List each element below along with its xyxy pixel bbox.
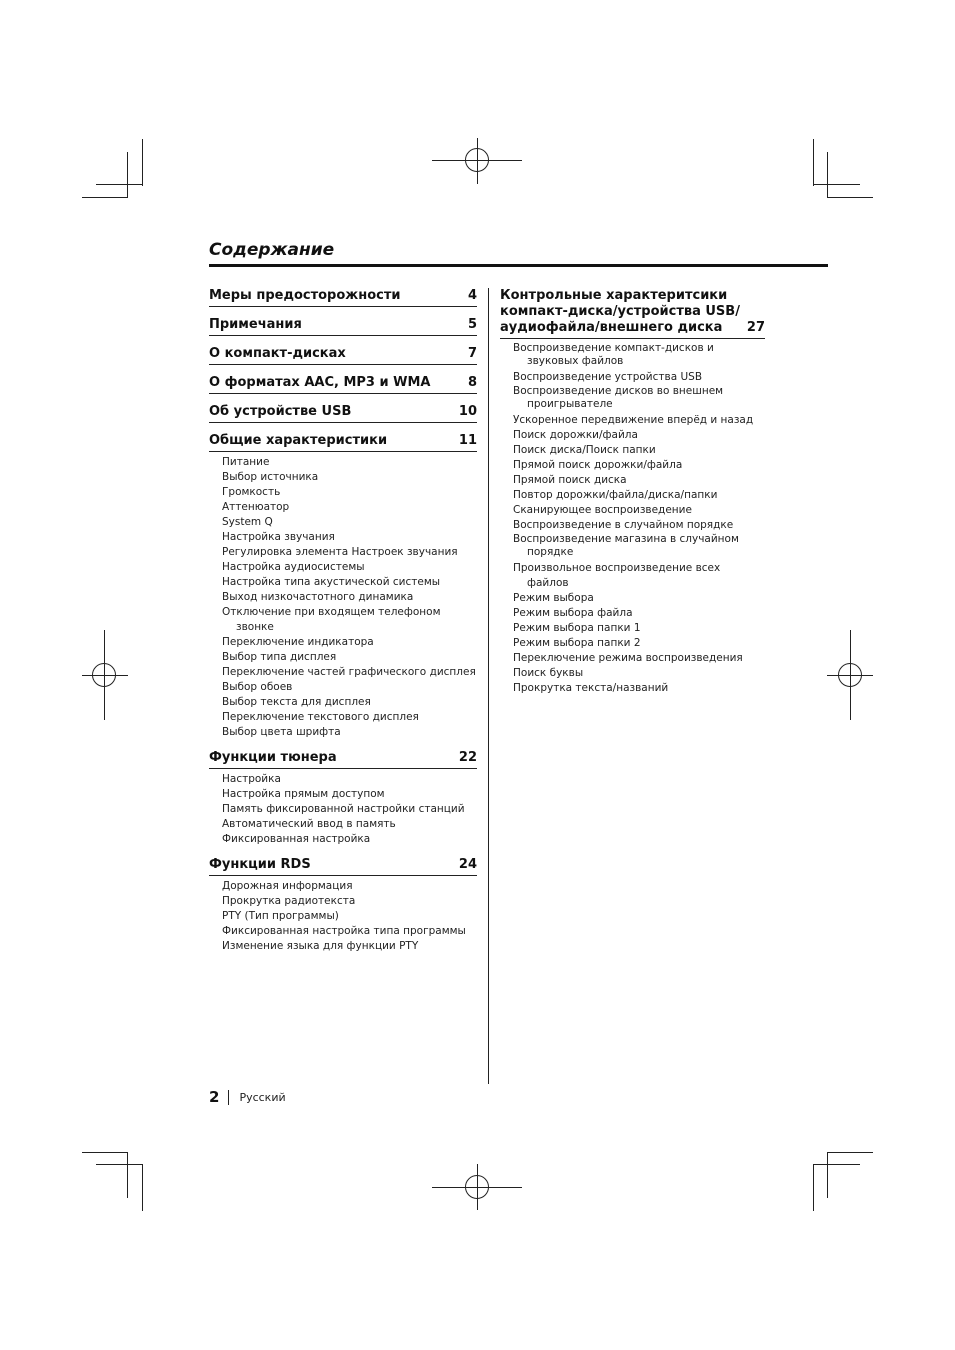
toc-item[interactable]: Воспроизведение устройства USB — [513, 371, 703, 383]
toc-right-column — [500, 288, 765, 706]
toc-section-items — [209, 876, 477, 954]
toc-item[interactable]: Воспроизведение компакт-дисков и звуковых файлов — [513, 342, 714, 367]
page-number: 2 — [209, 1088, 220, 1106]
toc-section — [209, 375, 477, 394]
toc-item[interactable]: Прямой поиск дорожки/файла — [513, 459, 683, 471]
toc-item[interactable]: Поиск диска/Поиск папки — [513, 444, 656, 456]
toc-item[interactable]: Переключение индикатора — [222, 636, 374, 648]
toc-item[interactable]: Режим выбора — [513, 592, 594, 604]
toc-section-page: 8 — [467, 375, 477, 390]
toc-section-title: Примечания — [209, 317, 302, 332]
page-footer — [209, 1088, 286, 1106]
toc-section-page: 10 — [458, 404, 477, 419]
toc-section — [209, 317, 477, 336]
toc-item[interactable]: System Q — [222, 516, 273, 528]
toc-section — [209, 857, 477, 954]
toc-section-playback-features — [500, 288, 765, 696]
toc-item[interactable]: Изменение языка для функции PTY — [222, 940, 419, 952]
toc-item[interactable]: Воспроизведение магазина в случайном порядке — [513, 533, 739, 558]
toc-item[interactable]: Настройка — [222, 773, 281, 785]
toc-item[interactable]: Повтор дорожки/файла/диска/папки — [513, 489, 718, 501]
toc-item[interactable]: Поиск дорожки/файла — [513, 429, 638, 441]
toc-section-title: Контрольные характеритсики компакт-диска/устройства USB/ аудиофайла/внешнего диска — [500, 288, 740, 335]
toc-item[interactable]: Выход низкочастотного динамика — [222, 591, 414, 603]
toc-section-header[interactable] — [209, 288, 477, 307]
toc-item[interactable]: Питание — [222, 456, 270, 468]
toc-item[interactable]: Прямой поиск диска — [513, 474, 627, 486]
toc-item[interactable]: Режим выбора папки 2 — [513, 637, 641, 649]
toc-item[interactable]: Выбор источника — [222, 471, 319, 483]
toc-section-title: Меры предосторожности — [209, 288, 401, 303]
toc-item[interactable]: Сканирующее воспроизведение — [513, 504, 692, 516]
toc-section-page: 11 — [458, 433, 477, 448]
toc-item[interactable]: Прокрутка радиотекста — [222, 895, 356, 907]
toc-item[interactable]: Настройка типа акустической системы — [222, 576, 441, 588]
toc-section-title: Функции RDS — [209, 857, 311, 872]
toc-section-header[interactable] — [500, 288, 765, 339]
toc-item[interactable]: Регулировка элемента Настроек звучания — [222, 546, 458, 558]
toc-item[interactable]: Память фиксированной настройки станций — [222, 803, 465, 815]
toc-item[interactable]: Выбор текста для дисплея — [222, 696, 371, 708]
toc-section-header[interactable] — [209, 433, 477, 452]
toc-section-header[interactable] — [209, 346, 477, 365]
toc-item[interactable]: Переключение текстового дисплея — [222, 711, 419, 723]
toc-item[interactable]: Фиксированная настройка типа программы — [222, 925, 466, 937]
toc-section-page: 22 — [458, 750, 477, 765]
toc-section-page: 24 — [458, 857, 477, 872]
toc-section — [209, 346, 477, 365]
toc-item[interactable]: Дорожная информация — [222, 880, 353, 892]
page-title: Содержание — [209, 240, 335, 260]
toc-left-column — [209, 288, 477, 964]
toc-item[interactable]: Выбор цвета шрифта — [222, 726, 341, 738]
toc-item[interactable]: Настройка аудиосистемы — [222, 561, 365, 573]
toc-item[interactable]: Выбор обоев — [222, 681, 293, 693]
toc-item[interactable]: Автоматический ввод в память — [222, 818, 396, 830]
toc-section-header[interactable] — [209, 375, 477, 394]
toc-item[interactable]: Аттенюатор — [222, 501, 290, 513]
toc-item[interactable]: Прокрутка текста/названий — [513, 682, 669, 694]
toc-section-items — [209, 769, 477, 847]
toc-section-header[interactable] — [209, 404, 477, 423]
toc-item[interactable]: Воспроизведение дисков во внешнем проигрывателе — [513, 385, 724, 410]
toc-section-items — [500, 339, 765, 696]
toc-item[interactable]: Отключение при входящем телефоном звонке — [222, 606, 441, 633]
toc-section-items — [209, 452, 477, 740]
toc-item[interactable]: Режим выбора файла — [513, 607, 633, 619]
title-rule — [209, 264, 828, 267]
toc-section-page: 7 — [467, 346, 477, 361]
toc-section — [209, 750, 477, 847]
toc-item[interactable]: Настройка звучания — [222, 531, 335, 543]
toc-section-page: 4 — [467, 288, 477, 303]
toc-section-title: Об устройстве USB — [209, 404, 352, 419]
toc-section-title: О компакт-дисках — [209, 346, 346, 361]
toc-item[interactable]: Переключение частей графического дисплея — [222, 666, 476, 678]
toc-item[interactable]: Воспроизведение в случайном порядке — [513, 519, 734, 531]
toc-item[interactable]: Поиск буквы — [513, 667, 584, 679]
toc-section-header[interactable] — [209, 750, 477, 769]
toc-section-header[interactable] — [209, 857, 477, 876]
footer-language: Русский — [239, 1090, 286, 1104]
toc-section-title: Общие характеристики — [209, 433, 388, 448]
toc-item[interactable]: Произвольное воспроизведение всех файлов — [513, 562, 721, 589]
column-divider — [488, 288, 489, 1084]
toc-item[interactable]: Настройка прямым доступом — [222, 788, 385, 800]
toc-item[interactable]: Ускоренное передвижение вперёд и назад — [513, 414, 754, 426]
toc-section — [209, 404, 477, 423]
toc-section-title: Функции тюнера — [209, 750, 337, 765]
toc-item[interactable]: PTY (Тип программы) — [222, 910, 339, 922]
toc-item[interactable]: Фиксированная настройка — [222, 833, 371, 845]
toc-section-header[interactable] — [209, 317, 477, 336]
toc-item[interactable]: Громкость — [222, 486, 281, 498]
toc-item[interactable]: Выбор типа дисплея — [222, 651, 337, 663]
toc-item[interactable]: Режим выбора папки 1 — [513, 622, 641, 634]
toc-section-page: 27 — [746, 320, 765, 335]
toc-section — [209, 433, 477, 740]
toc-section — [209, 288, 477, 307]
footer-divider — [228, 1090, 229, 1105]
toc-section-page: 5 — [467, 317, 477, 332]
toc-item[interactable]: Переключение режима воспроизведения — [513, 652, 743, 664]
toc-section-title: О форматах AAC, MP3 и WMA — [209, 375, 431, 390]
